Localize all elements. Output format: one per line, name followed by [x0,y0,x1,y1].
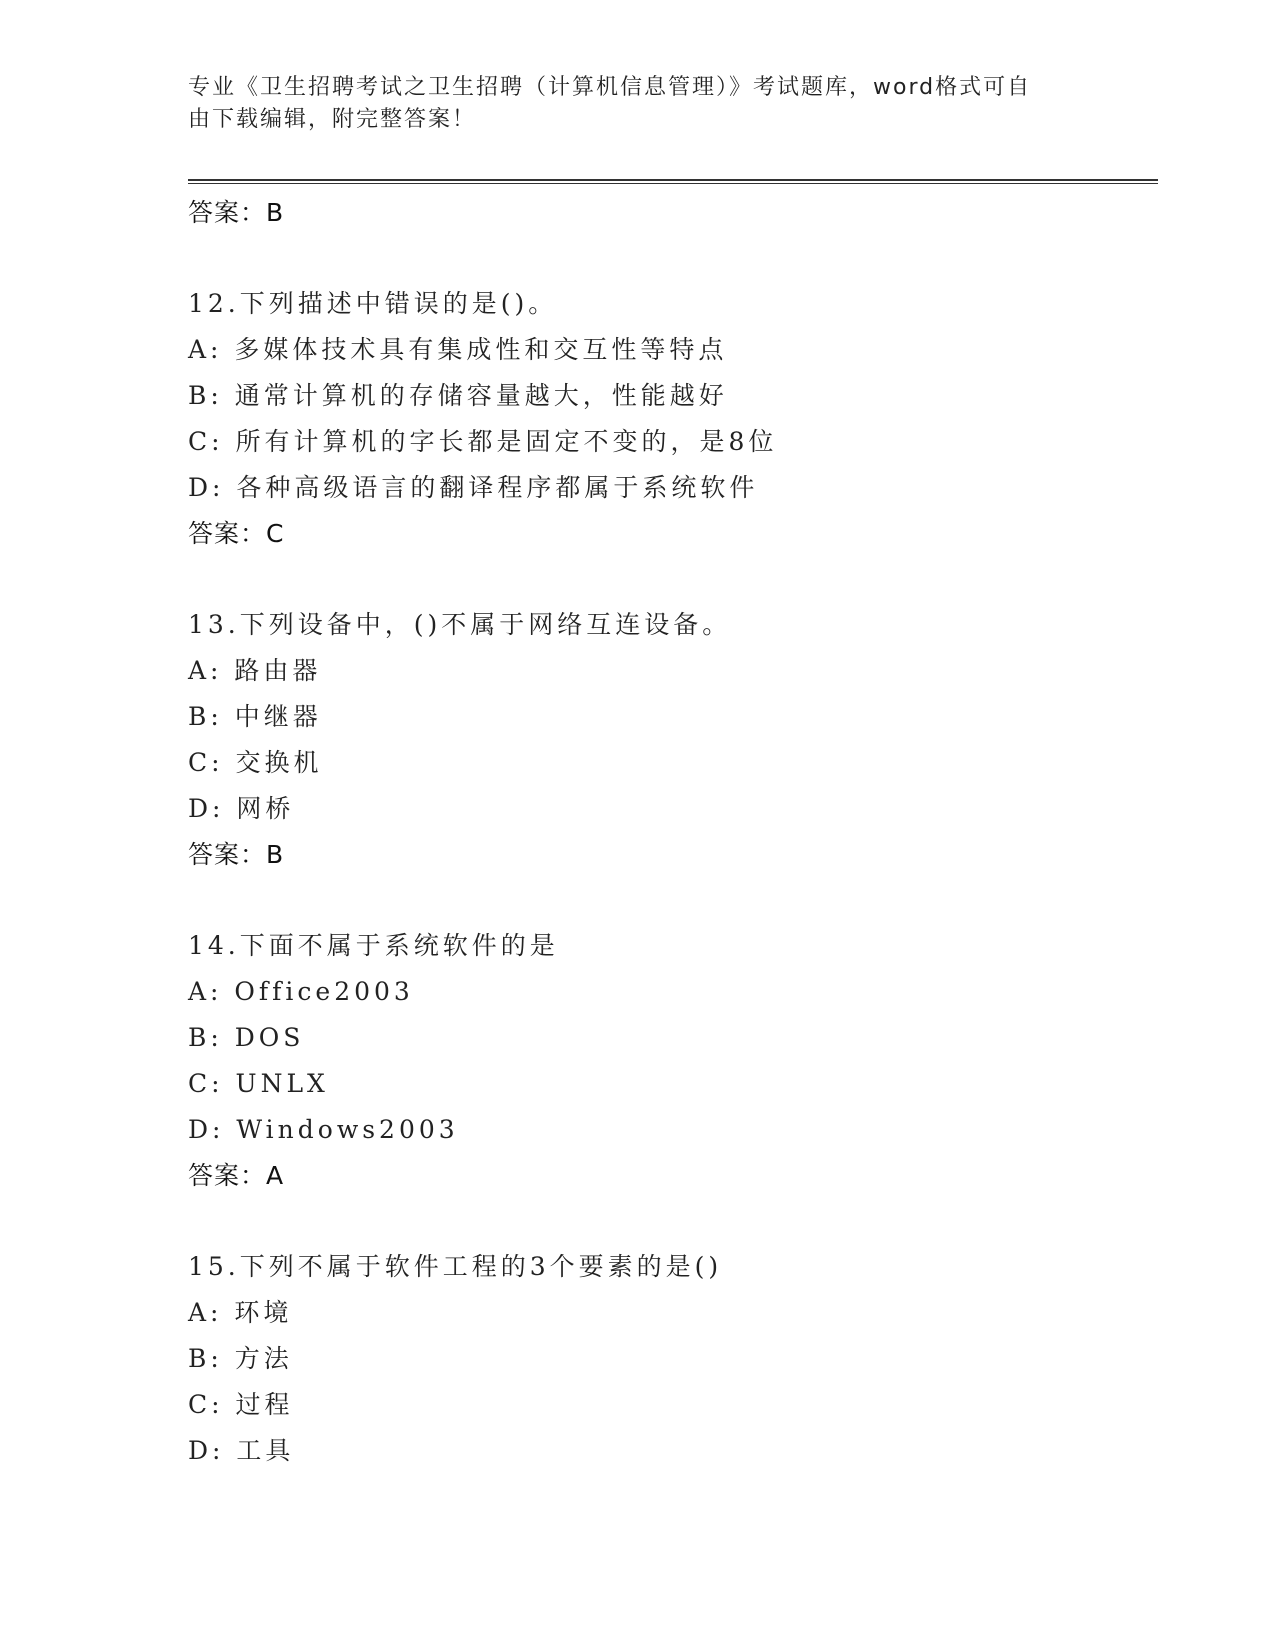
option-c: C: UNLX [188,1069,329,1098]
option-c: C: 所有计算机的字长都是固定不变的，是8位 [188,427,778,456]
option-b: B: 中继器 [188,702,322,731]
header-divider-thin [188,183,1158,184]
option-b: B: DOS [188,1023,305,1052]
header-line-2: 由下载编辑，附完整答案！ [188,107,477,132]
question-stem: 15.下列不属于软件工程的3个要素的是() [188,1252,723,1281]
answer: 答案：A [188,1161,285,1190]
answer: 答案：C [188,519,285,548]
header-line-1: 专业《卫生招聘考试之卫生招聘（计算机信息管理）》考试题库，word格式可自 [188,75,1032,100]
option-a: A: Office2003 [188,977,414,1006]
option-a: A: 路由器 [188,656,322,685]
question-14 [188,923,1158,1199]
header-divider-thick [188,179,1158,181]
question-13 [188,602,1158,878]
document-header [188,72,1088,136]
option-d: D: 网桥 [188,794,295,823]
option-b: B: 通常计算机的存储容量越大，性能越好 [188,381,728,410]
option-d: D: 工具 [188,1436,295,1465]
option-d: D: 各种高级语言的翻译程序都属于系统软件 [188,473,759,502]
option-a: A: 环境 [188,1298,293,1327]
question-list [188,190,1158,1474]
question-stem: 14.下面不属于系统软件的是 [188,931,559,960]
question-stem: 12.下列描述中错误的是()。 [188,289,558,318]
question-12 [188,281,1158,557]
question-15 [188,1244,1158,1474]
option-c: C: 过程 [188,1390,294,1419]
spacer [188,1199,1158,1244]
option-c: C: 交换机 [188,748,323,777]
spacer [188,878,1158,923]
option-a: A: 多媒体技术具有集成性和交互性等特点 [188,335,728,364]
previous-answer: 答案：B [188,198,285,227]
option-b: B: 方法 [188,1344,293,1373]
option-d: D: Windows2003 [188,1115,459,1144]
spacer [188,236,1158,281]
answer: 答案：B [188,840,285,869]
spacer [188,557,1158,602]
question-stem: 13.下列设备中，()不属于网络互连设备。 [188,610,732,639]
